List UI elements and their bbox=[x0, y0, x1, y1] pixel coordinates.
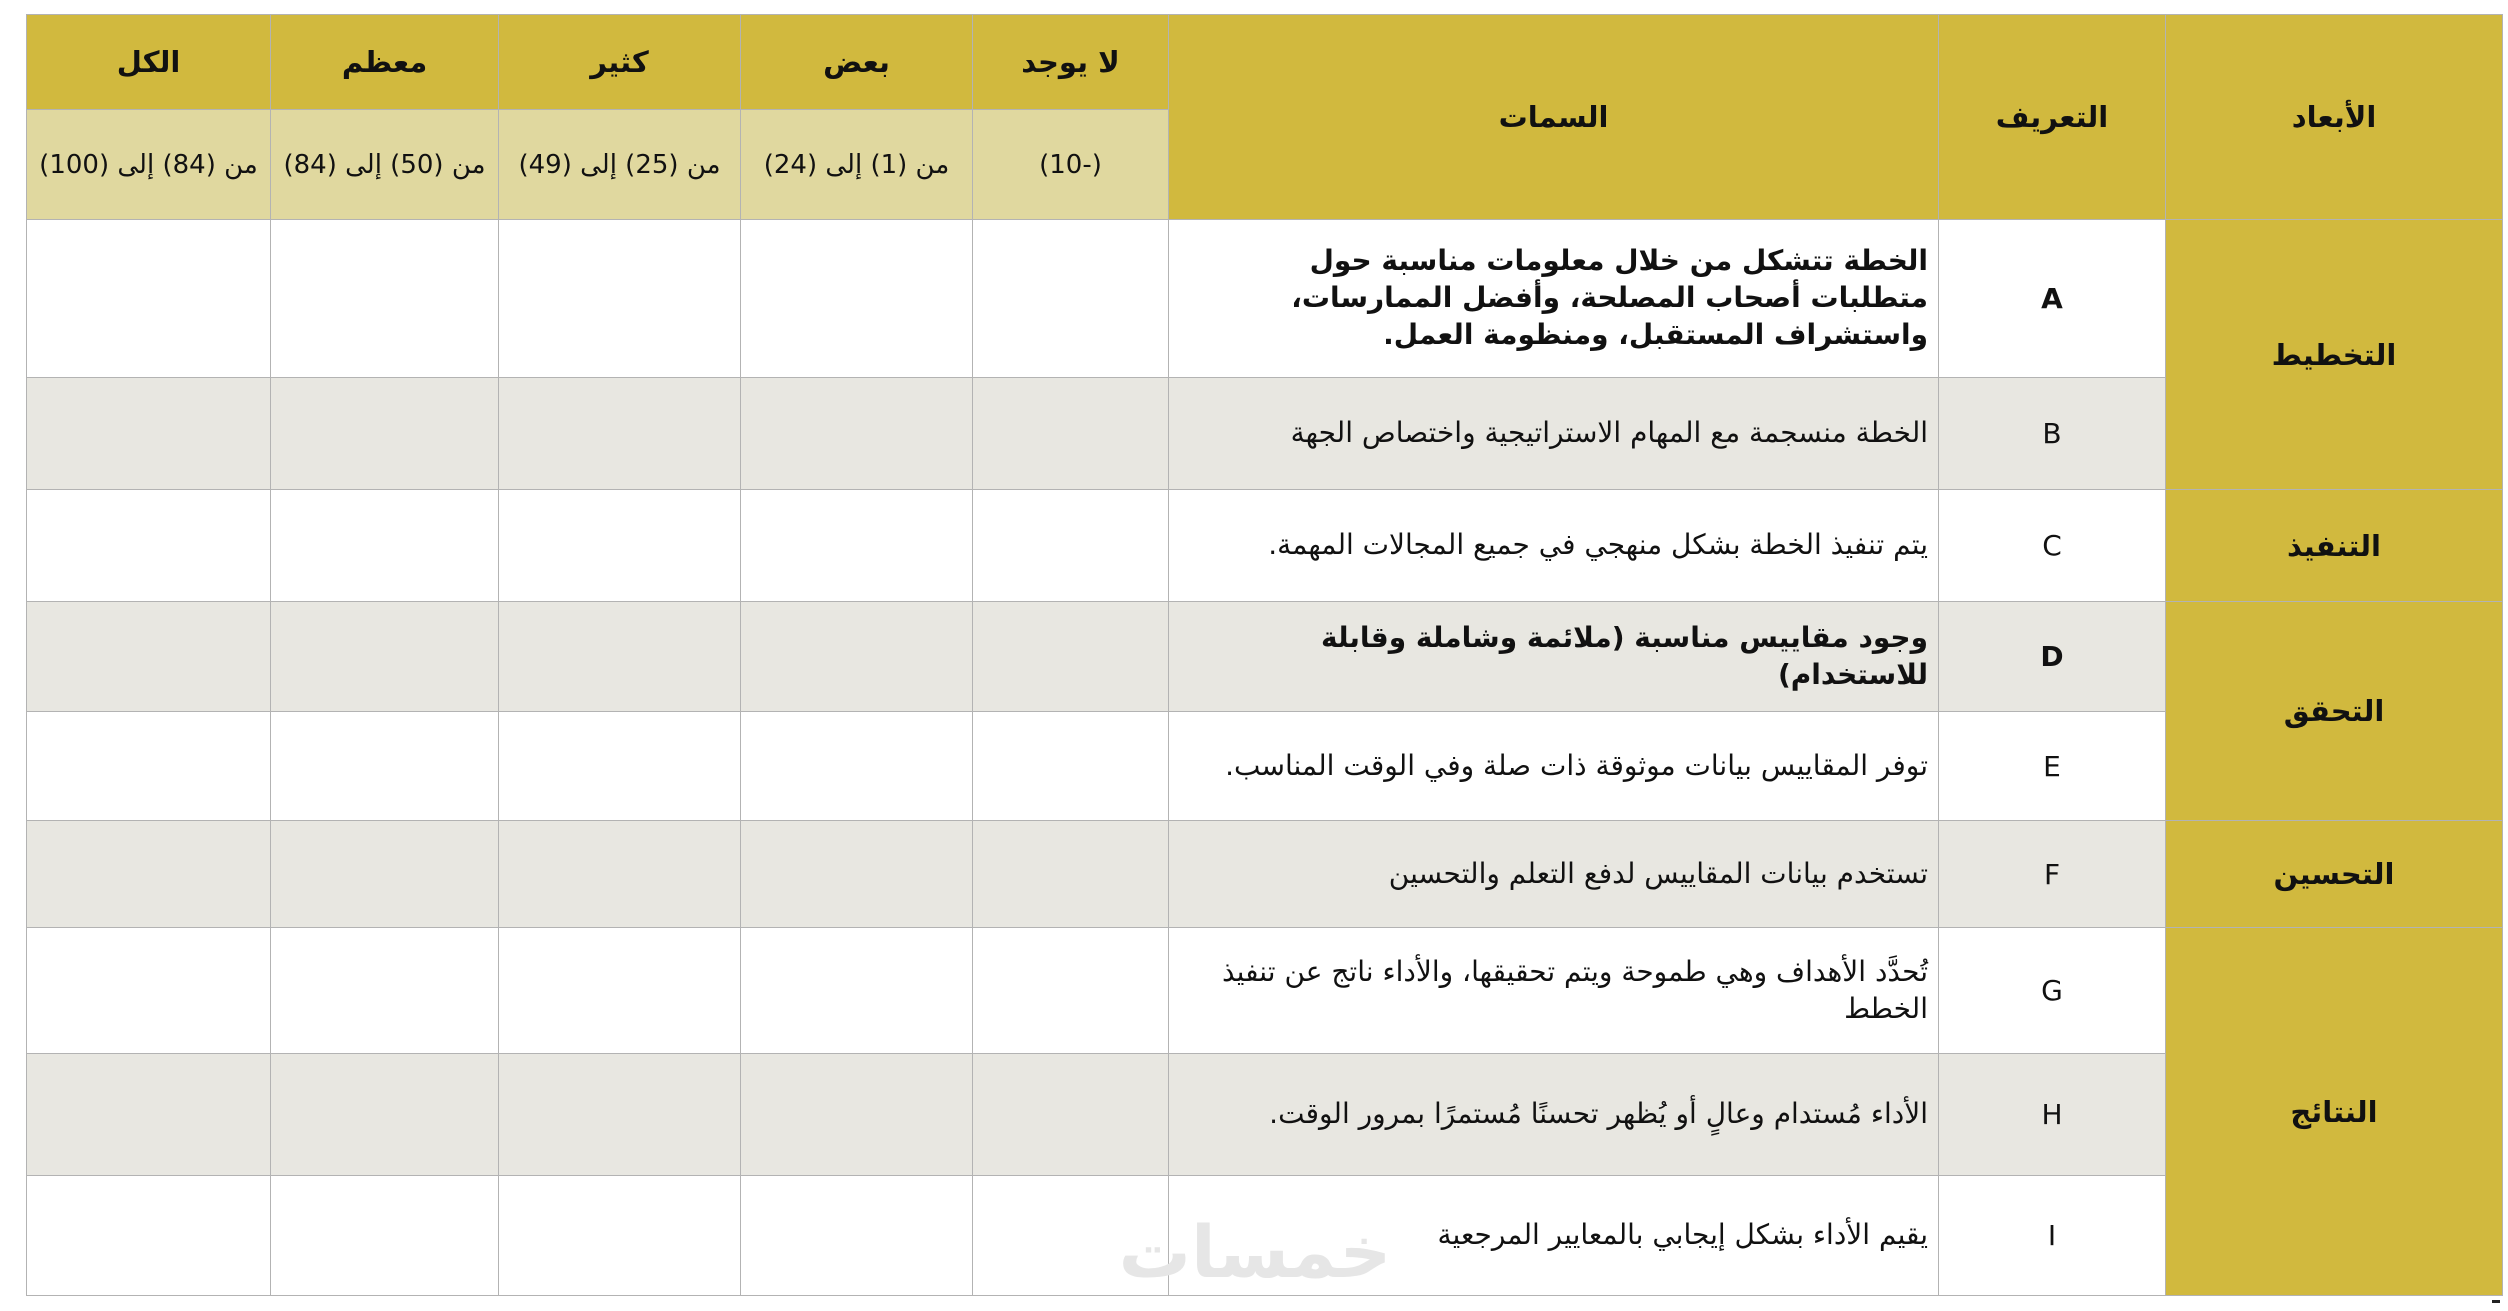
level-range-none: (-10) bbox=[973, 110, 1169, 220]
rating-cell-some[interactable] bbox=[741, 821, 973, 928]
rating-cell-most[interactable] bbox=[271, 928, 499, 1054]
rating-cell-none[interactable] bbox=[973, 378, 1169, 490]
definition-code: E bbox=[1939, 712, 2166, 821]
rating-cell-all[interactable] bbox=[27, 602, 271, 712]
level-header-most: معظم bbox=[271, 15, 499, 110]
rating-cell-all[interactable] bbox=[27, 1054, 271, 1176]
definition-header: التعريف bbox=[1939, 15, 2166, 220]
rating-cell-some[interactable] bbox=[741, 378, 973, 490]
level-header-all: الكل bbox=[27, 15, 271, 110]
level-header-many: كثير bbox=[499, 15, 741, 110]
attribute-text: تستخدم بيانات المقاييس لدفع التعلم والتحسين bbox=[1169, 821, 1939, 928]
rating-cell-some[interactable] bbox=[741, 1054, 973, 1176]
definition-code: I bbox=[1939, 1176, 2166, 1296]
definition-code: H bbox=[1939, 1054, 2166, 1176]
rating-cell-none[interactable] bbox=[973, 220, 1169, 378]
watermark-logo: خمسات bbox=[1118, 1210, 1392, 1294]
rating-cell-some[interactable] bbox=[741, 1176, 973, 1296]
rating-cell-all[interactable] bbox=[27, 378, 271, 490]
rating-cell-many[interactable] bbox=[499, 490, 741, 602]
level-header-some: بعض bbox=[741, 15, 973, 110]
rating-cell-none[interactable] bbox=[973, 490, 1169, 602]
attribute-text: الأداء مُستدام وعالٍ أو يُظهر تحسنًا مُستمرًا بمرور الوقت. bbox=[1169, 1054, 1939, 1176]
rating-cell-many[interactable] bbox=[499, 602, 741, 712]
rating-cell-many[interactable] bbox=[499, 1054, 741, 1176]
definition-code: A bbox=[1939, 220, 2166, 378]
rating-cell-all[interactable] bbox=[27, 220, 271, 378]
rating-cell-none[interactable] bbox=[973, 928, 1169, 1054]
rating-cell-all[interactable] bbox=[27, 928, 271, 1054]
attribute-text: الخطة منسجمة مع المهام الاستراتيجية واختصاص الجهة bbox=[1169, 378, 1939, 490]
rating-cell-most[interactable] bbox=[271, 1054, 499, 1176]
level-range-all: من (84) إلى (100) bbox=[27, 110, 271, 220]
rating-cell-none[interactable] bbox=[973, 712, 1169, 821]
rating-cell-none[interactable] bbox=[973, 1054, 1169, 1176]
definition-code: G bbox=[1939, 928, 2166, 1054]
dimension-improvement: التحسين bbox=[2166, 821, 2503, 928]
definition-code: F bbox=[1939, 821, 2166, 928]
rating-cell-some[interactable] bbox=[741, 602, 973, 712]
definition-code: C bbox=[1939, 490, 2166, 602]
rating-cell-some[interactable] bbox=[741, 490, 973, 602]
rating-cell-many[interactable] bbox=[499, 821, 741, 928]
dimension-implementation: التنفيذ bbox=[2166, 490, 2503, 602]
attribute-text: تُحدَّد الأهداف وهي طموحة ويتم تحقيقها، والأداء ناتج عن تنفيذ الخطط bbox=[1169, 928, 1939, 1054]
rating-cell-most[interactable] bbox=[271, 490, 499, 602]
level-header-none: لا يوجد bbox=[973, 15, 1169, 110]
rating-cell-most[interactable] bbox=[271, 821, 499, 928]
maturity-assessment-table bbox=[26, 14, 2503, 1296]
level-range-many: من (25) إلى (49) bbox=[499, 110, 741, 220]
attributes-header: السمات bbox=[1169, 15, 1939, 220]
definition-code: B bbox=[1939, 378, 2166, 490]
rating-cell-most[interactable] bbox=[271, 220, 499, 378]
rating-cell-some[interactable] bbox=[741, 928, 973, 1054]
rating-cell-most[interactable] bbox=[271, 378, 499, 490]
rating-cell-many[interactable] bbox=[499, 928, 741, 1054]
rating-cell-some[interactable] bbox=[741, 712, 973, 821]
dimension-verification: التحقق bbox=[2166, 602, 2503, 821]
rating-cell-most[interactable] bbox=[271, 712, 499, 821]
rating-cell-many[interactable] bbox=[499, 220, 741, 378]
attribute-text: يقيم الأداء بشكل إيجابي بالمعايير المرجعية bbox=[1169, 1176, 1939, 1296]
rating-cell-all[interactable] bbox=[27, 1176, 271, 1296]
rating-cell-all[interactable] bbox=[27, 712, 271, 821]
rating-cell-all[interactable] bbox=[27, 490, 271, 602]
attribute-text: توفر المقاييس بيانات موثوقة ذات صلة وفي الوقت المناسب. bbox=[1169, 712, 1939, 821]
rating-cell-all[interactable] bbox=[27, 821, 271, 928]
level-range-most: من (50) إلى (84) bbox=[271, 110, 499, 220]
rating-cell-none[interactable] bbox=[973, 821, 1169, 928]
rating-cell-most[interactable] bbox=[271, 1176, 499, 1296]
rating-cell-most[interactable] bbox=[271, 602, 499, 712]
attribute-text: الخطة تتشكل من خلال معلومات مناسبة حول متطلبات أصحاب المصلحة، وأفضل الممارسات، واستشراف المستقبل، ومنظومة العمل. bbox=[1169, 220, 1939, 378]
rating-cell-none[interactable] bbox=[973, 602, 1169, 712]
dimensions-header: الأبعاد bbox=[2166, 15, 2503, 220]
rating-cell-many[interactable] bbox=[499, 712, 741, 821]
attribute-text: وجود مقاييس مناسبة (ملائمة وشاملة وقابلة للاستخدام) bbox=[1169, 602, 1939, 712]
definition-code: D bbox=[1939, 602, 2166, 712]
page-mark bbox=[2492, 1300, 2500, 1303]
rating-cell-some[interactable] bbox=[741, 220, 973, 378]
level-range-some: من (1) إلى (24) bbox=[741, 110, 973, 220]
dimension-results: النتائج bbox=[2166, 928, 2503, 1296]
rating-cell-many[interactable] bbox=[499, 378, 741, 490]
attribute-text: يتم تنفيذ الخطة بشكل منهجي في جميع المجالات المهمة. bbox=[1169, 490, 1939, 602]
rating-cell-many[interactable] bbox=[499, 1176, 741, 1296]
dimension-planning: التخطيط bbox=[2166, 220, 2503, 490]
